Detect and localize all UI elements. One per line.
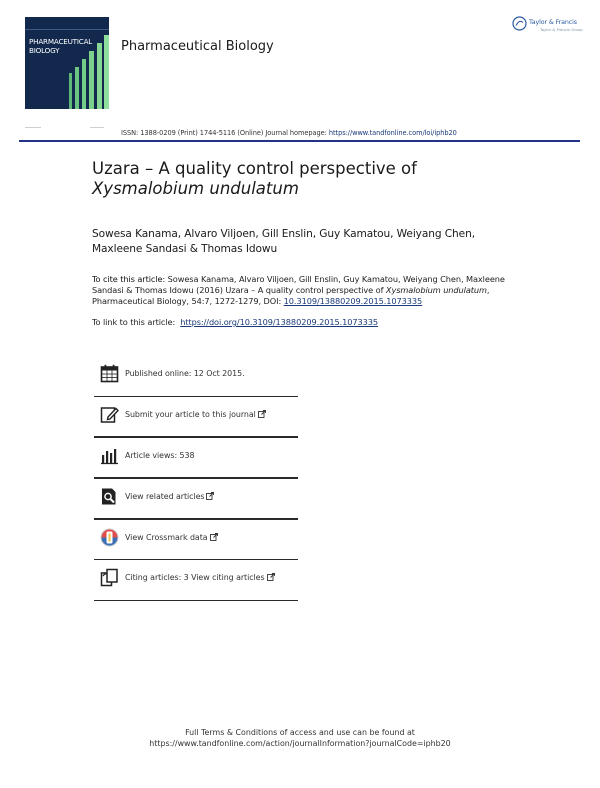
citation-title-italic: Xysmalobium undulatum [385,285,487,296]
magnifier-icon [100,487,119,506]
article-title-line2: Xysmalobium undulatum [92,178,299,198]
publisher-subtitle: Taylor & Francis Group [540,27,583,32]
issn-text: ISSN: 1388-0209 (Print) 1744-5116 (Online) Journal homepage: [121,129,329,137]
journal-cover [25,17,109,109]
footer-line1: Full Terms & Conditions of access and use can be found at [185,728,415,737]
crossmark-link[interactable] [125,533,218,542]
article-title-line1: Uzara – A quality control perspective of [92,159,417,178]
citation-doi-link[interactable]: 10.3109/13880209.2015.1073335 [283,296,423,307]
footer-terms [0,727,600,749]
citing-articles-link[interactable] [125,573,275,582]
citation-block [92,274,512,308]
citation-text-part2: , Pharmaceutical Biology, 54:7, 1272-1279, DOI: [92,285,490,307]
related-articles-label: View related articles [125,491,205,501]
list-item-citing-articles[interactable] [94,560,298,601]
calendar-icon [100,364,119,383]
crossmark-icon [100,528,119,547]
list-item-related-articles[interactable] [94,479,298,520]
journal-homepage-link[interactable]: https://www.tandfonline.com/loi/iphb20 [328,129,457,137]
article-doi-url[interactable]: https://doi.org/10.3109/13880209.2015.1073335 [180,317,379,327]
external-link-icon [210,533,218,541]
crossmark-label: View Crossmark data [125,532,208,542]
article-title [92,159,417,198]
row-divider [94,600,298,601]
citing-articles-label: Citing articles: 3 View citing articles [125,573,265,583]
list-item-published [94,356,298,397]
external-link-icon [267,573,275,581]
article-info-list [94,356,298,601]
faded-mark [25,127,41,128]
submit-article-label: Submit your article to this journal [125,409,256,419]
cover-title-line2: BIOLOGY [29,45,60,55]
cover-title-line1: PHARMACEUTICAL [29,37,93,46]
journal-name: Pharmaceutical Biology [121,39,274,54]
citing-articles-icon [100,568,119,587]
submit-article-link[interactable] [125,410,266,419]
related-articles-link[interactable] [125,492,214,501]
published-online-text: Published online: 12 Oct 2015. [125,369,245,378]
external-link-icon [258,410,266,418]
link-to-article [92,317,378,327]
edit-icon [100,405,119,424]
external-link-icon [206,492,214,500]
list-item-crossmark[interactable] [94,520,298,561]
list-item-article-views [94,438,298,479]
list-item-submit-article[interactable] [94,397,298,438]
cover-bars-graphic [65,29,109,109]
publisher-name: Taylor & Francis [529,19,577,26]
issn-line [121,129,457,137]
authors [92,227,475,257]
citation-text-part1: Sowesa Kanama, Alvaro Viljoen, Gill Enslin, Guy Kamatou, Weiyang Chen, Maxleene Sandasi & Thomas Idowu (2016) Uzara – A quality control perspective of [92,274,505,296]
bar-chart-icon [100,446,119,465]
faded-mark [90,127,104,128]
article-views-text: Article views: 538 [125,450,195,460]
publisher-logo[interactable] [512,16,582,38]
header-divider [19,140,580,142]
citation-label: To cite this article: [92,274,166,284]
publisher-logo-icon [512,16,527,31]
footer-terms-link[interactable]: https://www.tandfonline.com/action/journalInformation?journalCode=iphb20 [149,739,451,748]
authors-line1: Sowesa Kanama, Alvaro Viljoen, Gill Enslin, Guy Kamatou, Weiyang Chen, [92,228,475,240]
link-label: To link to this article: [92,317,176,327]
authors-line2: Maxleene Sandasi & Thomas Idowu [92,243,278,255]
